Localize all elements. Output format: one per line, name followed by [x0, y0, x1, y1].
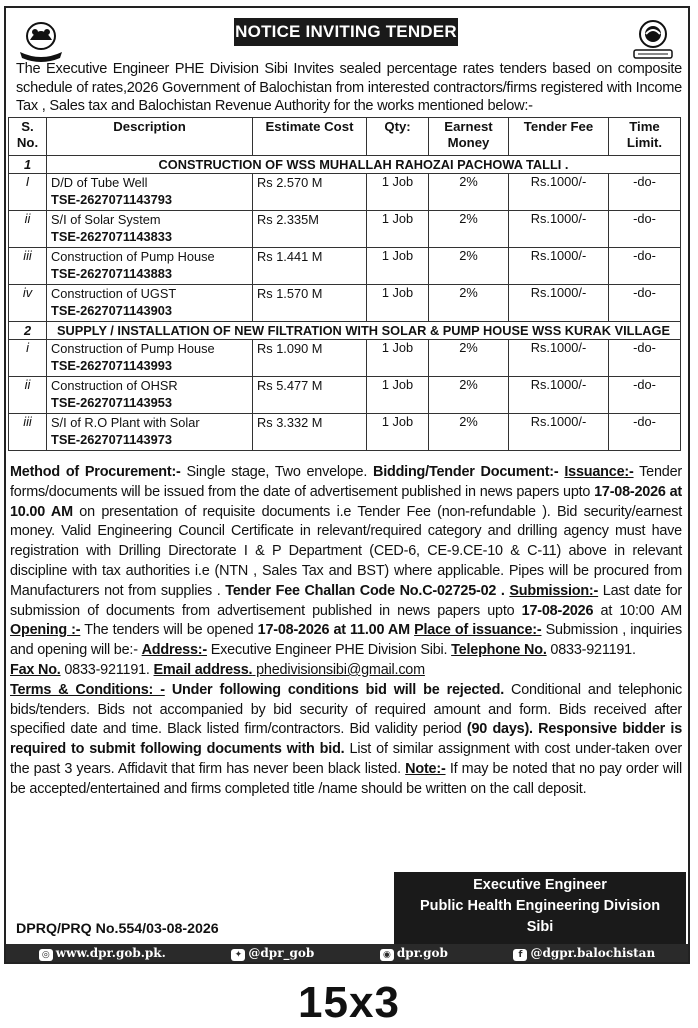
tender-code: TSE-2627071143833 — [51, 229, 172, 244]
row-time: -do- — [609, 211, 681, 248]
globe-icon: ◎ — [39, 949, 53, 961]
website-link: www.dpr.gob.pk. — [55, 945, 166, 960]
row-qty: 1 Job — [367, 340, 429, 377]
fax-value: 0833-921191. — [60, 661, 154, 678]
issuance-text: Tender forms/documents will be issued from the date of advertisement published in news papers upto — [10, 464, 682, 500]
row-description — [47, 377, 253, 414]
table-row — [9, 340, 681, 377]
facebook-item[interactable] — [513, 946, 655, 961]
work-name: S/I of Solar System — [51, 212, 161, 227]
row-earnest: 2% — [429, 211, 509, 248]
phe-department-logo-icon — [624, 16, 682, 64]
intro-paragraph: The Executive Engineer PHE Division Sibi Invites sealed percentage rates tenders based on composite schedule of rates,2026 Government of Balochistan from interested contractors/firms registered with Income Tax , Sales tax and Balochistan Revenue Authority for the works mentioned below:- — [16, 61, 682, 114]
header-tender-fee: Tender Fee — [509, 118, 609, 156]
row-qty: 1 Job — [367, 248, 429, 285]
header-qty: Qty: — [367, 118, 429, 156]
tender-code: TSE-2627071143793 — [51, 192, 172, 207]
row-earnest: 2% — [429, 174, 509, 211]
terms-label: Terms & Conditions: - — [10, 681, 165, 698]
signatory-title: Executive Engineer — [473, 877, 607, 893]
row-qty: 1 Job — [367, 414, 429, 451]
row-estimate-cost: Rs 2.335M — [253, 211, 367, 248]
challan-code: Tender Fee Challan Code No.C-02725-02 . — [225, 582, 505, 599]
twitter-item[interactable] — [231, 946, 314, 961]
website-item[interactable] — [39, 946, 166, 961]
tender-code: TSE-2627071143903 — [51, 303, 172, 318]
address-label: Address:- — [141, 642, 207, 659]
row-time: -do- — [609, 377, 681, 414]
facebook-icon: f — [513, 949, 527, 961]
header-sno: S. No. — [9, 118, 47, 156]
row-time: -do- — [609, 285, 681, 322]
group-title: CONSTRUCTION OF WSS MUHALLAH RAHOZAI PACHOWA TALLI . — [47, 156, 681, 174]
header-earnest-money: Earnest Money — [429, 118, 509, 156]
row-estimate-cost: Rs 1.441 M — [253, 248, 367, 285]
submission-date: 17-08-2026 — [521, 602, 594, 619]
instagram-handle: dpr.gob — [396, 945, 448, 960]
facebook-handle: @dgpr.balochistan — [530, 945, 656, 960]
row-earnest: 2% — [429, 285, 509, 322]
group-row — [9, 156, 681, 174]
work-name: Construction of Pump House — [51, 341, 215, 356]
method-of-procurement-text: Single stage, Two envelope. — [180, 464, 373, 480]
signatory-department: Public Health Engineering Division — [419, 898, 661, 914]
instagram-icon: ◉ — [380, 949, 394, 961]
row-sno: iii — [9, 248, 47, 285]
procurement-details — [10, 463, 682, 800]
row-earnest: 2% — [429, 248, 509, 285]
row-sno: iv — [9, 285, 47, 322]
table-row — [9, 377, 681, 414]
row-earnest: 2% — [429, 414, 509, 451]
row-time: -do- — [609, 174, 681, 211]
note-label: Note:- — [405, 760, 446, 777]
group-number: 1 — [9, 156, 47, 174]
row-estimate-cost: Rs 3.332 M — [253, 414, 367, 451]
bidding-document-label: Bidding/Tender Document:- — [373, 464, 559, 480]
row-fee: Rs.1000/- — [509, 414, 609, 451]
tender-code: TSE-2627071143993 — [51, 358, 172, 373]
row-sno: iii — [9, 414, 47, 451]
row-description — [47, 285, 253, 322]
tender-code: TSE-2627071143973 — [51, 432, 172, 447]
opening-text: The tenders will be opened — [80, 622, 258, 639]
place-of-issuance-label: Place of issuance:- — [414, 622, 542, 639]
note-text: If may be noted that no pay order will be accepted/entertained and firms completed title /name should be written on the call deposit. — [10, 760, 682, 797]
issuance-label: Issuance:- — [564, 464, 634, 480]
dprq-reference: DPRQ/PRQ No.554/03-08-2026 — [16, 921, 219, 937]
social-footer — [6, 944, 688, 962]
header-time-limit: Time Limit. — [609, 118, 681, 156]
row-earnest: 2% — [429, 340, 509, 377]
table-row — [9, 285, 681, 322]
twitter-icon: ✦ — [231, 949, 245, 961]
row-description — [47, 174, 253, 211]
tender-table — [8, 117, 681, 451]
rejection-conditions-text: Conditional and telephonic bids/tenders. Bids not accompanied by bid security of required amount and form. Bids received after specified date and time. Black listed firm/contractors. Bid validity period — [10, 681, 682, 738]
opening-date: 17-08-2026 at 11.00 AM — [257, 622, 410, 639]
submission-time: at 10:00 AM — [593, 602, 682, 619]
row-sno: I — [9, 174, 47, 211]
ad-size-label: 15x3 — [298, 978, 400, 1027]
email-label: Email address. — [153, 661, 253, 678]
row-estimate-cost: Rs 1.090 M — [253, 340, 367, 377]
issuance-requirements: on presentation of requisite documents i.e Tender Fee (non-refundable ). Bid security/earnest money. Valid Engineering Council Certificate in relevant/required category and drilling agency must have registration with Drilling Directorate I & P Department (CED-6, CE-9.CE-10 & C-11) above in relevant discipline with tax authorities i.e (NTN , Sales Tax and BST) where applicable. Pipes will be procured from Manufacturers not from supplies . — [10, 503, 682, 599]
header-estimate-cost: Estimate Cost — [253, 118, 367, 156]
row-fee: Rs.1000/- — [509, 377, 609, 414]
method-of-procurement-label: Method of Procurement:- — [10, 464, 181, 480]
row-fee: Rs.1000/- — [509, 174, 609, 211]
row-time: -do- — [609, 414, 681, 451]
row-estimate-cost: Rs 2.570 M — [253, 174, 367, 211]
table-row — [9, 414, 681, 451]
row-fee: Rs.1000/- — [509, 285, 609, 322]
signatory-location: Sibi — [526, 919, 554, 935]
bid-validity-requirements: (90 days). Responsive bidder is required to submit following documents with bid. — [10, 721, 682, 758]
row-description — [47, 414, 253, 451]
telephone-label: Telephone No. — [451, 642, 547, 659]
group-title: SUPPLY / INSTALLATION OF NEW FILTRATION WITH SOLAR & PUMP HOUSE WSS KURAK VILLAGE — [47, 322, 681, 340]
work-name: Construction of OHSR — [51, 378, 178, 393]
row-qty: 1 Job — [367, 377, 429, 414]
table-row — [9, 174, 681, 211]
row-estimate-cost: Rs 1.570 M — [253, 285, 367, 322]
row-fee: Rs.1000/- — [509, 211, 609, 248]
work-name: D/D of Tube Well — [51, 175, 148, 190]
issuance-date: 17-08-2026 at 10.00 AM — [10, 483, 682, 520]
row-time: -do- — [609, 248, 681, 285]
telephone-value: 0833-921191. — [546, 642, 636, 659]
opening-label: Opening :- — [10, 622, 81, 639]
row-fee: Rs.1000/- — [509, 248, 609, 285]
submission-label: Submission:- — [509, 582, 599, 599]
row-qty: 1 Job — [367, 174, 429, 211]
place-of-issuance-text: Submission , inquiries and opening will be:- — [10, 622, 682, 659]
tender-code: TSE-2627071143883 — [51, 266, 172, 281]
row-time: -do- — [609, 340, 681, 377]
row-qty: 1 Job — [367, 285, 429, 322]
submission-text: Last date for submission of documents from advertisement published in news papers upto — [10, 582, 682, 619]
address-text: Executive Engineer PHE Division Sibi. — [206, 642, 452, 659]
group-row — [9, 322, 681, 340]
row-description — [47, 340, 253, 377]
fax-label: Fax No. — [10, 661, 61, 678]
work-name: S/I of R.O Plant with Solar — [51, 415, 200, 430]
row-sno: ii — [9, 211, 47, 248]
email-link[interactable]: phedivisionsibi@gmail.com — [252, 661, 425, 678]
row-sno: ii — [9, 377, 47, 414]
work-name: Construction of Pump House — [51, 249, 215, 264]
required-documents-text: List of similar assignment with cost under-taken over the past 3 years. Affidavit that firm has never been black listed. — [10, 741, 682, 777]
row-estimate-cost: Rs 5.477 M — [253, 377, 367, 414]
row-fee: Rs.1000/- — [509, 340, 609, 377]
row-earnest: 2% — [429, 377, 509, 414]
group-number: 2 — [9, 322, 47, 340]
header-description: Description — [47, 118, 253, 156]
table-row — [9, 248, 681, 285]
instagram-item[interactable] — [380, 946, 448, 961]
table-row — [9, 211, 681, 248]
twitter-handle: @dpr_gob — [248, 945, 315, 960]
row-sno: i — [9, 340, 47, 377]
rejection-conditions-heading: Under following conditions bid will be rejected. — [164, 681, 504, 698]
signature-block — [394, 872, 686, 944]
row-description — [47, 211, 253, 248]
table-header-row — [9, 118, 681, 156]
row-description — [47, 248, 253, 285]
tender-code: TSE-2627071143953 — [51, 395, 172, 410]
row-qty: 1 Job — [367, 211, 429, 248]
government-emblem-left-icon — [12, 16, 70, 64]
work-name: Construction of UGST — [51, 286, 177, 301]
notice-title: NOTICE INVITING TENDER — [234, 18, 458, 46]
